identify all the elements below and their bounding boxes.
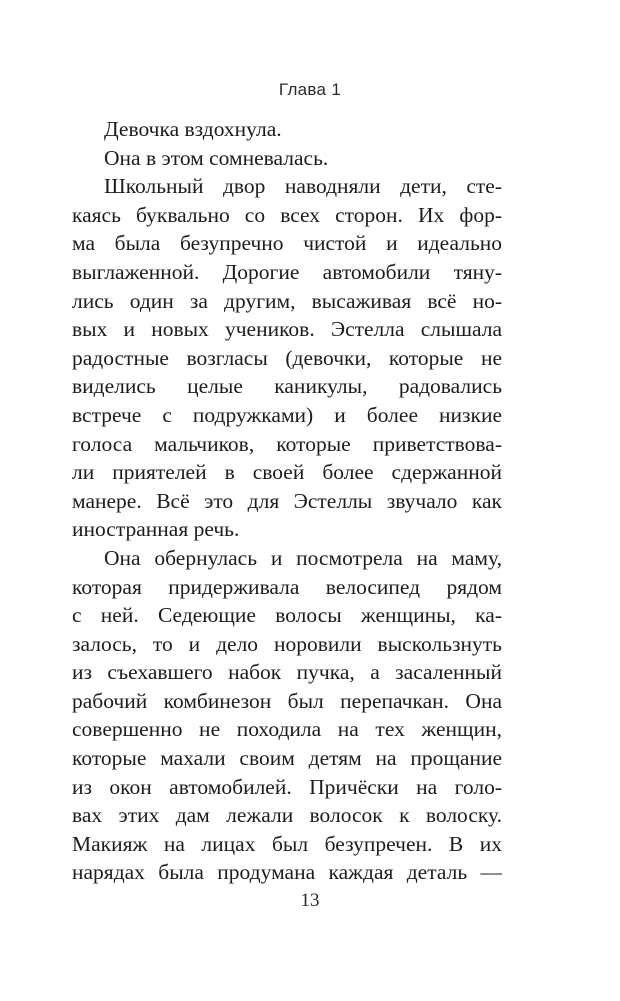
text-line: из окон автомобилей. Причёски на голо- <box>72 774 502 799</box>
text-line: каясь буквально со всех сторон. Их фор- <box>72 202 502 227</box>
text-line: вых и новых учеников. Эстелла слышала <box>72 317 502 342</box>
text-line: совершенно не походила на тех женщин, <box>72 717 502 742</box>
text-line: радостные возгласы (девочки, которые не <box>72 345 502 370</box>
text-line: манере. Всё это для Эстеллы звучало как <box>72 488 502 513</box>
text-line: иностранная речь. <box>72 517 240 542</box>
text-line: встрече с подружками) и более низкие <box>72 402 502 427</box>
text-line: ма была безупречно чистой и идеально <box>72 231 502 256</box>
chapter-title: Глава 1 <box>278 80 342 99</box>
page-number: 13 <box>300 890 320 911</box>
text-line: вах этих дам лежали волосок к волоску. <box>72 803 502 828</box>
text-line: Девочка вздохнула. <box>104 117 282 141</box>
text-line: Она обернулась и посмотрела на маму, <box>104 545 502 570</box>
text-line: рабочий комбинезон был перепачкан. Она <box>72 688 502 713</box>
text-line: нарядах была продумана каждая деталь — <box>72 860 502 885</box>
text-line: Школьный двор наводняли дети, сте- <box>104 174 502 199</box>
body-text <box>72 115 502 887</box>
text-line: которая придерживала велосипед рядом <box>72 574 502 599</box>
text-line: с ней. Седеющие волосы женщины, ка- <box>72 603 502 628</box>
text-line: ли приятелей в своей более сдержанной <box>72 460 502 485</box>
text-line: лись один за другим, высаживая всё но- <box>72 288 502 313</box>
text-line: голоса мальчиков, которые приветствова- <box>72 431 502 456</box>
text-line: из съехавшего набок пучка, а засаленный <box>72 660 502 685</box>
text-line: виделись целые каникулы, радовались <box>72 374 502 399</box>
text-line: Макияж на лицах был безупречен. В их <box>72 831 502 856</box>
text-line: залось, то и дело норовили выскользнуть <box>72 631 502 656</box>
text-line: выглаженной. Дорогие автомобили тяну- <box>72 259 502 284</box>
text-line: Она в этом сомневалась. <box>104 145 329 170</box>
text-line: которые махали своим детям на прощание <box>72 746 502 771</box>
